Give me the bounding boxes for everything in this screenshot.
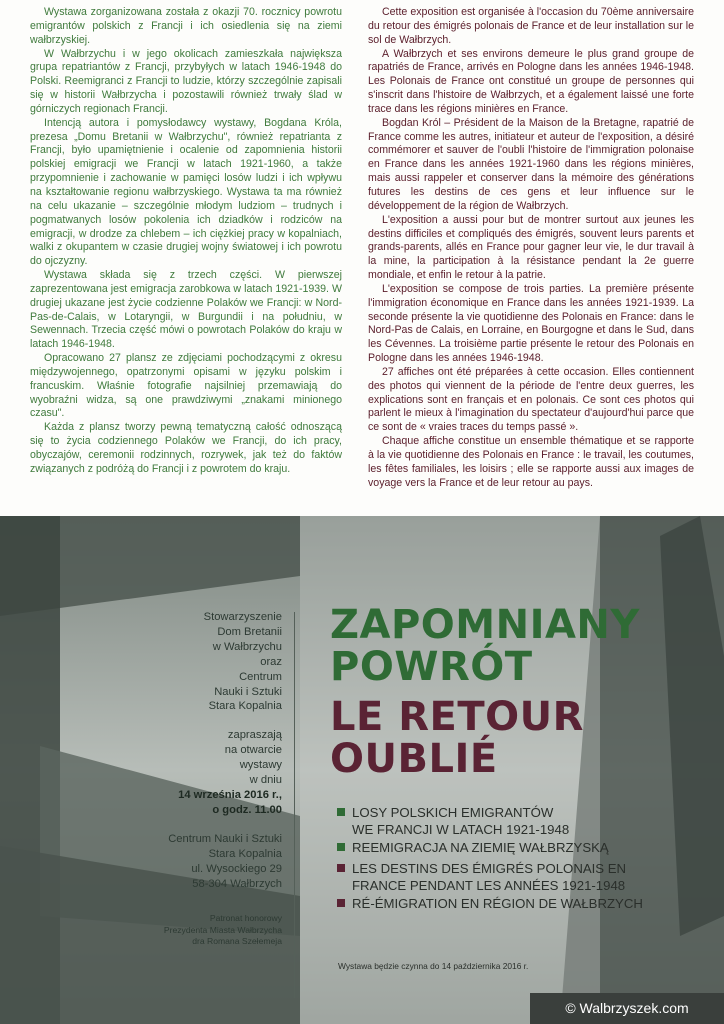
title-fr-line: LE RETOUR [330, 694, 584, 740]
pl-paragraph: Opracowano 27 plansz ze zdjęciami pochodzącymi z okresu międzywojennego, opatrzonymi opisami w języku polskim i francuskim. Właśnie fotografie najsilniej przemawiają do wyobraźni widza, są one prawdziwymi „znakami minionego czasu". [30, 352, 342, 420]
maroon-square-icon [337, 899, 345, 907]
poster-section [0, 516, 724, 1024]
venue-line: 58-304 Wałbrzych [192, 877, 282, 890]
org-line: w Wałbrzychu [212, 640, 282, 653]
fr-paragraph: Chaque affiche constitue un ensemble thématique et se rapporte à la vie quotidienne des Polonais en France : le travail, les coutumes, les fêtes familiales, les loisirs ; elle se rapporte aussi aux images de voyage vers la France et de leur retour au pays. [368, 435, 694, 489]
fr-paragraph: 27 affiches ont été préparées à cette occasion. Elles contiennent des photos qui viennent de la période de l'entre deux guerres, les explications sont en français et en polonais. Ce sont ces photos qui parlent le mieux à l'imagination du spectateur d'aujourd'hui parce que ce sont de « vraies traces du temps passé ». [368, 365, 694, 434]
org-line: Stowarzyszenie [203, 611, 282, 623]
title-pl-line: POWRÓT [330, 644, 533, 690]
venue-line: Centrum Nauki i Sztuki [168, 832, 282, 845]
org-line: Nauki i Sztuki [214, 685, 282, 698]
maroon-square-icon [337, 864, 345, 872]
venue-line: Stara Kopalnia [208, 847, 282, 860]
invite-line: w dniu [249, 774, 282, 787]
fr-paragraph: A Wałbrzych et ses environs demeure le plus grand groupe de rapatriés de France, arrivés en Pologne dans les années 1946-1948. Les Polonais de France ont constitué un groupe de personnes qui s'inscrit dans l'histoire de Wałbrzych, et a également laissé une forte trace dans les régions minières en France. [368, 47, 694, 115]
pl-paragraph: Wystawa zorganizowana została z okazji 70. rocznicy powrotu emigrantów polskich z Francji i ich osiedlenia się na ziemi wałbrzyskiej. [30, 6, 342, 46]
invitation-block [86, 610, 282, 948]
opening-date: 14 września 2016 r., [178, 788, 282, 801]
polish-column [30, 6, 342, 477]
org-line: Centrum [239, 670, 282, 683]
topic-item: REEMIGRACJA NA ZIEMIĘ WAŁBRZYSKĄ [337, 839, 697, 856]
pl-paragraph: W Wałbrzychu i w jego okolicach zamieszkała największa grupa repatriantów z Francji, przybyłych w latach 1946-1948 do Polski. Reemigranci z Francji to ludzie, którzy szczególnie zapisali się w historii Wałbrzycha i pozostawili również trwały ślad w górniczych regionach Francji. [30, 47, 342, 115]
patron-line: Prezydenta Miasta Wałbrzycha [163, 924, 282, 935]
title-french [330, 696, 584, 780]
fr-paragraph: L'exposition se compose de trois parties. La première présente l'immigration économique en France dans les années 1921-1939. La seconde présente la vie quotidienne des Polonais en France: dans le Nord-Pas de Calais, en Lorraine, en Bourgogne et dans le Sud, dans les Cévennes. La troisième partie présente le retour des Polonais en Pologne dans les années 1946-1948. [368, 282, 694, 365]
fr-paragraph: Cette exposition est organisée à l'occasion du 70ème anniversaire du retour des émigrés polonais de France et de leur installation sur le sol de Wałbrzych. [368, 6, 694, 46]
divider-line [294, 612, 295, 998]
pl-paragraph: Intencją autora i pomysłodawcy wystawy, Bogdana Króla, prezesa „Domu Bretanii w Wałbrzychu", również repatrianta z Francji, było upamiętnienie i ocalenie od zapomnienia historii polskiej emigracji we Francji w latach 1921-1960, a także przypomnienie i zachowanie w pamięci losów ludzi i ich wpływu na kształtowanie regionu wałbrzyskiego. Wystawa ta ma również na celu ukazanie – szczególnie młodym ludziom – trudnych i pogmatwanych losów pokolenia ich dziadków i rodziców na emigracji, w drodze za chlebem – ich ciężkiej pracy w kopalniach, walki z okupantem w czasie drugiej wojny światowej i ich powrotu do ojczyzny. [30, 116, 342, 268]
invite-line: zapraszają [227, 729, 282, 742]
venue-line: ul. Wysockiego 29 [191, 862, 282, 875]
fr-paragraph: L'exposition a aussi pour but de montrer surtout aux jeunes les destins difficiles et compliqués des émigrés, souvent leurs parents et grands-parents, allés en France pour gagner leur vie, le dur travail à la mine, la participation à la résistance pendant la 2e guerre mondiale, et enfin le retour à la patrie. [368, 213, 694, 282]
org-line: oraz [260, 655, 282, 668]
patron-line: dra Romana Szełemeja [192, 936, 282, 947]
green-square-icon [337, 843, 345, 851]
pl-paragraph: Wystawa składa się z trzech części. W pierwszej zaprezentowana jest emigracja zarobkowa w latach 1921-1939. W drugiej ukazane jest życie codzienne Polaków we Francji: w Nord-Pas-de-Calais, w Lotaryngii, w Burgundii i na południu, w Sewennach. Trzecia część mówi o powrotach Polaków do kraju w latach 1946-1948. [30, 269, 342, 351]
invite-line: na otwarcie [224, 744, 282, 757]
title-polish [330, 604, 640, 688]
org-line: Stara Kopalnia [208, 700, 282, 713]
org-line: Dom Bretanii [217, 625, 282, 638]
topic-item: LOSY POLSKICH EMIGRANTÓW WE FRANCJI W LATACH 1921-1948 [337, 804, 697, 838]
invite-line: wystawy [239, 759, 282, 772]
fr-paragraph: Bogdan Król – Président de la Maison de la Bretagne, rapatrié de France comme les autres, initiateur et auteur de l'exposition, a désiré commémorer et sauver de l'oubli l'histoire de l'immigration polonaise en France dans les années 1921-1960 dans les régions minières, mais aussi rappeler et conserver dans la mémoire des générations futures les destins de ces gens et leur influence sur le développement de la région de Wałbrzych. [368, 116, 694, 212]
french-column [368, 6, 694, 491]
watermark-badge[interactable]: © Walbrzyszek.com [530, 993, 724, 1024]
title-pl-line: ZAPOMNIANY [330, 602, 640, 648]
topic-list [337, 804, 697, 913]
pl-paragraph: Każda z plansz tworzy pewną tematyczną całość odnoszącą się to życia codziennego Polaków we Francji, do ich pracy, obyczajów, ceremonii rodzinnych, rozrywek, jak też do faktów związanych z podróżą do Francji i z powrotem do kraju. [30, 421, 342, 475]
exhibition-duration-note: Wystawa będzie czynna do 14 października 2016 r. [338, 961, 529, 971]
title-fr-line: OUBLIÉ [330, 736, 498, 782]
topic-item: RÉ-ÉMIGRATION EN RÉGION DE WAŁBRZYCH [337, 895, 697, 912]
topic-item: LES DESTINS DES ÉMIGRÉS POLONAIS EN FRANCE PENDANT LES ANNÉES 1921-1948 [337, 860, 697, 894]
opening-time: o godz. 11.00 [212, 803, 282, 816]
green-square-icon [337, 808, 345, 816]
patron-line: Patronat honorowy [209, 913, 282, 924]
